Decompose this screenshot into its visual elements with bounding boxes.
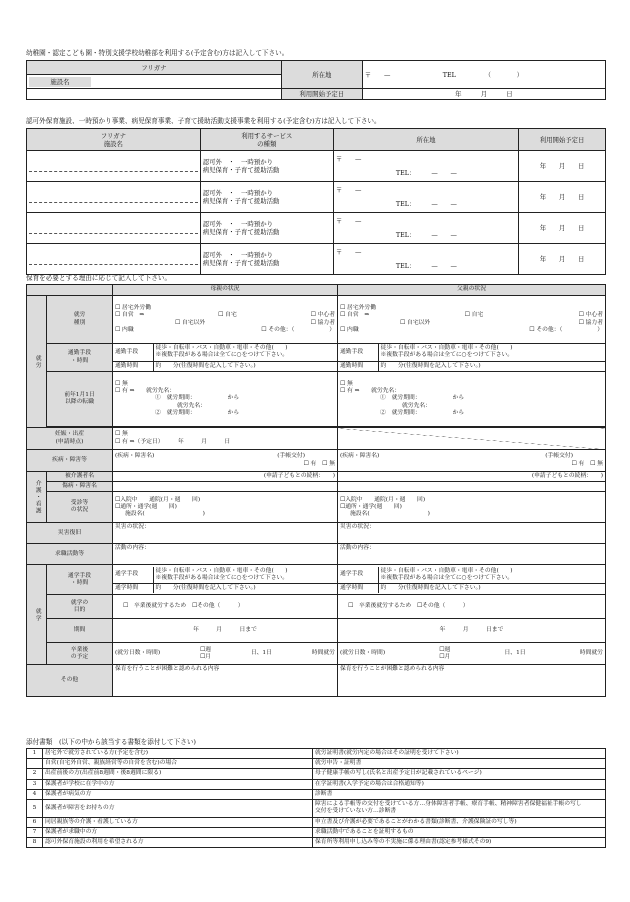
s3-purpose-father[interactable]: ☐ 卒業後就労するため ☐その他（ ） [338, 595, 606, 619]
s2-h-svc: 利用するサービス の種類 [200, 129, 333, 151]
attach-no: 4 [27, 789, 43, 799]
s2-addr-field[interactable]: 〒 — TEL： — — [333, 151, 518, 182]
s3-jobseek-label: 求職活動等 [27, 544, 113, 565]
s2-row [27, 151, 606, 182]
s3-sick-mother[interactable] [113, 482, 338, 492]
s3-other-mother[interactable]: 保育を行うことが困難と認められる内容 [113, 665, 338, 697]
s3-term-label: 期間 [47, 619, 113, 643]
attach-no: 6 [27, 817, 43, 827]
s2-addr-field[interactable]: 〒 — TEL： — — [333, 213, 518, 244]
s2-row [27, 182, 606, 213]
s2-svc[interactable]: 認可外 ・ 一時預かり 病児保育・子育て援助活動 [200, 213, 333, 244]
s2-h-start: 利用開始予定日 [519, 129, 606, 151]
s3-father: 父親の状況 [338, 285, 606, 296]
attach-case: 保護者が病気の方 [43, 789, 313, 799]
attach-doc: 在学証明書(入学予定の場合は合格通知等) [313, 779, 606, 789]
s1-start-date[interactable]: 年 月 日 [362, 89, 605, 100]
s4-title: 添付書類 (以下の中から該当する書類を添付して下さい) [26, 738, 196, 746]
attach-no: 5 [27, 800, 43, 817]
s3-after-mother[interactable]: (就労日数・時間) ☐週 ☐月 日、1日 時間就労 [113, 643, 338, 665]
s3-table [26, 284, 606, 697]
s3-ill-mother[interactable]: (疾病・障害名) (手帳交付) ☐ 有 ☐ 無 [113, 450, 338, 472]
s3-preg-label: 妊娠・出産 (申請時点) [27, 428, 113, 450]
s3-carer-mother[interactable]: (申請子どもとの続柄： ) [113, 472, 338, 482]
s1-furigana: フリガナ [27, 61, 282, 75]
s2-row [27, 213, 606, 244]
s3-kind-father[interactable]: ☐ 居宅外労働 ☐ 自営 ⇒ ☐ 自宅 ☐ 中心者 ☐ 自宅以外 ☐ 協力者 ☐ 内職 ☐ その他：（ ） [338, 296, 606, 344]
attach-row [27, 838, 606, 848]
s1-addr-field[interactable]: 〒 — TEL （ ） [362, 61, 605, 89]
s3-school-mother[interactable]: 通学手段 徒歩・自転車・バス・自動車・電車・その他( ) ※複数手段がある場合は全てに○をつけて下さい。 通学時間 約 分(往復時間を記入して下さい。) [113, 565, 338, 595]
attach-case: 保護者が学校に在学中の方 [43, 779, 313, 789]
s3-purpose-label: 就学の 目的 [47, 595, 113, 619]
attach-row [27, 779, 606, 789]
s3-commute-father[interactable]: 通勤手段 徒歩・自転車・バス・自動車・電車・その他( ) ※複数手段がある場合は全てに○をつけて下さい。 通勤時間 約 分(往復時間を記入して下さい。) [338, 344, 606, 372]
s3-purpose-mother[interactable]: ☐ 卒業後就労するため ☐その他（ ） [113, 595, 338, 619]
s3-term-father[interactable]: 年 月 日まで [338, 619, 606, 643]
s2-addr-field[interactable]: 〒 — TEL： — — [333, 182, 518, 213]
s2-name-field[interactable] [27, 151, 201, 182]
s3-jobseek-father[interactable]: 活動の内容： [338, 544, 606, 565]
attach-case: 同居親族等の介護・看護している方 [43, 817, 313, 827]
s2-h-addr: 所在地 [333, 129, 518, 151]
s3-title: 保育を必要とする理由に応じて記入して下さい。 [26, 274, 172, 282]
attach-no: 3 [27, 779, 43, 789]
attach-row [27, 827, 606, 837]
s2-title: 認可外保育施設、一時預かり事業、病児保育事業、子育て援助活動支援事業を利用する(予定含む)方は記入して下さい。 [26, 117, 381, 125]
s2-svc[interactable]: 認可外 ・ 一時預かり 病児保育・子育て援助活動 [200, 151, 333, 182]
attach-row [27, 769, 606, 779]
s3-disaster-father[interactable]: 災害の状況： [338, 523, 606, 544]
attach-row [27, 759, 606, 769]
s3-disaster-mother[interactable]: 災害の状況： [113, 523, 338, 544]
attach-case: 居宅外で就労されている方(予定を含む) [43, 749, 313, 759]
attach-doc: 求職活動中であることを証明するもの [313, 827, 606, 837]
s3-ill-father[interactable]: (疾病・障害名) (手帳交付) ☐ 有 ☐ 無 [338, 450, 606, 472]
s2-date[interactable]: 年 月 日 [519, 244, 606, 275]
s1-facility-field[interactable]: 施設名 [27, 75, 282, 89]
s3-prev-label: 前年1月1日 以降の転職 [47, 372, 113, 427]
attach-no: 8 [27, 838, 43, 848]
attach-doc: 障害による手帳等の交付を受けている方…身体障害者手帳、療育手帳、精神障害者保健福祉手帳の写し 交付を受けていない方…診断書 [313, 800, 606, 817]
s3-svc-mother[interactable]: ☐入院中 通院(月・週 回) ☐通所・通学(週 回) 施設名( ) [113, 492, 338, 523]
attach-row [27, 789, 606, 799]
attach-doc: 就労申告・証明書 [313, 759, 606, 769]
s3-care-label: 介護・看護 [27, 472, 47, 523]
s3-ill-label: 疾病・障害等 [27, 450, 113, 472]
s3-after-father[interactable]: (就労日数・時間) ☐週 ☐月 日、1日 時間就労 [338, 643, 606, 665]
s2-svc[interactable]: 認可外 ・ 一時預かり 病児保育・子育て援助活動 [200, 244, 333, 275]
attach-doc: 診断書 [313, 789, 606, 799]
s3-study-label: 就学 [27, 565, 47, 665]
attach-no: 2 [27, 769, 43, 779]
s3-commute-mother[interactable]: 通勤手段 徒歩・自転車・バス・自動車・電車・その他( ) ※複数手段がある場合は全てに○をつけて下さい。 通勤時間 約 分(往復時間を記入して下さい。) [113, 344, 338, 372]
s2-name-field[interactable] [27, 182, 201, 213]
s3-kind-mother[interactable]: ☐ 居宅外労働 ☐ 自営 ⇒ ☐ 自宅 ☐ 中心者 ☐ 自宅以外 ☐ 協力者 ☐ 内職 ☐ その他：（ ） [113, 296, 338, 344]
s3-commute-label: 通勤手段 ・時間 [47, 344, 113, 372]
attach-row [27, 800, 606, 817]
s2-row [27, 244, 606, 275]
attach-doc: 就労証明書(就労内定の場合はその証明を受けて下さい) [313, 749, 606, 759]
s2-addr-field[interactable]: 〒 — TEL： — — [333, 244, 518, 275]
s2-date[interactable]: 年 月 日 [519, 182, 606, 213]
s3-jobseek-mother[interactable]: 活動の内容： [113, 544, 338, 565]
s1-table [26, 60, 606, 100]
attach-no: 7 [27, 827, 43, 837]
s3-disaster-label: 災害復旧 [27, 523, 113, 544]
s3-preg-mother[interactable]: ☐ 無 ☐ 有 ⇒（予定日） 年 月 日 [113, 428, 338, 450]
s3-carer-label: 被介護者名 [47, 472, 113, 482]
attach-row [27, 817, 606, 827]
s4-table [26, 748, 606, 848]
s3-work-label: 就労 [27, 296, 47, 428]
s2-name-field[interactable] [27, 244, 201, 275]
s3-mother: 母親の状況 [113, 285, 338, 296]
s2-h-name: フリガナ 施設名 [27, 129, 201, 151]
attach-case: 自営(自宅外自営、親族経営等の自営を含む)の場合 [43, 759, 313, 769]
s3-school-father[interactable]: 通学手段 徒歩・自転車・バス・自動車・電車・その他( ) ※複数手段がある場合は全てに○をつけて下さい。 通学時間 約 分(往復時間を記入して下さい。) [338, 565, 606, 595]
attach-row [27, 749, 606, 759]
attach-case: 保護者が障害をお持ちの方 [43, 800, 313, 817]
s2-table [26, 128, 606, 275]
s2-name-field[interactable] [27, 213, 201, 244]
s3-prev-father[interactable]: ☐ 無 ☐ 有 ⇒ 就労先名： ① 就労期間： から 就労先名： ② 就労期間： から [338, 372, 606, 427]
s3-sick-label: 傷病・障害名 [47, 482, 113, 492]
attach-case: 保護者が求職中の方 [43, 827, 313, 837]
s2-date[interactable]: 年 月 日 [519, 213, 606, 244]
s3-carer-father[interactable]: (申請子どもとの続柄： ) [338, 472, 606, 482]
s3-svc-father[interactable]: ☐入院中 通院(月・週 回) ☐通所・通学(週 回) 施設名( ) [338, 492, 606, 523]
s1-addr-label: 所在地 [281, 61, 362, 89]
attach-no [27, 759, 43, 769]
s3-svc-label: 受診等 の状況 [47, 492, 113, 523]
attach-no: 1 [27, 749, 43, 759]
s3-other-father[interactable]: 保育を行うことが困難と認められる内容 [338, 665, 606, 697]
s3-after-label: 卒業後 の予定 [47, 643, 113, 665]
s3-other-label: その他 [27, 665, 113, 697]
s1-title: 幼稚園・認定こども園・特別支援学校幼稚部を利用する(予定含む)方は記入して下さい。 [26, 49, 289, 57]
s3-preg-father [338, 428, 606, 450]
s3-kind-label: 就労 種別 [47, 296, 113, 344]
s3-prev-mother[interactable]: ☐ 無 ☐ 有 ⇒ 就労先名： ① 就労期間： から 就労先名： ② 就労期間： から [113, 372, 338, 427]
attach-case: 出産前後の方(出産前8週間・後8週間に限る) [43, 769, 313, 779]
s3-sick-father[interactable] [338, 482, 606, 492]
s2-svc[interactable]: 認可外 ・ 一時預かり 病児保育・子育て援助活動 [200, 182, 333, 213]
attach-doc: 申立書及び介護が必要であることがわかる書類(診断書、介護保険証の写し等) [313, 817, 606, 827]
attach-doc: 保育所等利用申し込み等の不実施に係る理由書(認定参考様式その9) [313, 838, 606, 848]
s3-term-mother[interactable]: 年 月 日まで [113, 619, 338, 643]
s2-date[interactable]: 年 月 日 [519, 151, 606, 182]
attach-doc: 母子健康手帳の写し(氏名と出産予定日が記載されているページ) [313, 769, 606, 779]
s1-start-label: 利用開始予定日 [281, 89, 362, 100]
attach-case: 認可外保育施設の利用を希望される方 [43, 838, 313, 848]
s3-school-label: 通学手段 ・時間 [47, 565, 113, 595]
